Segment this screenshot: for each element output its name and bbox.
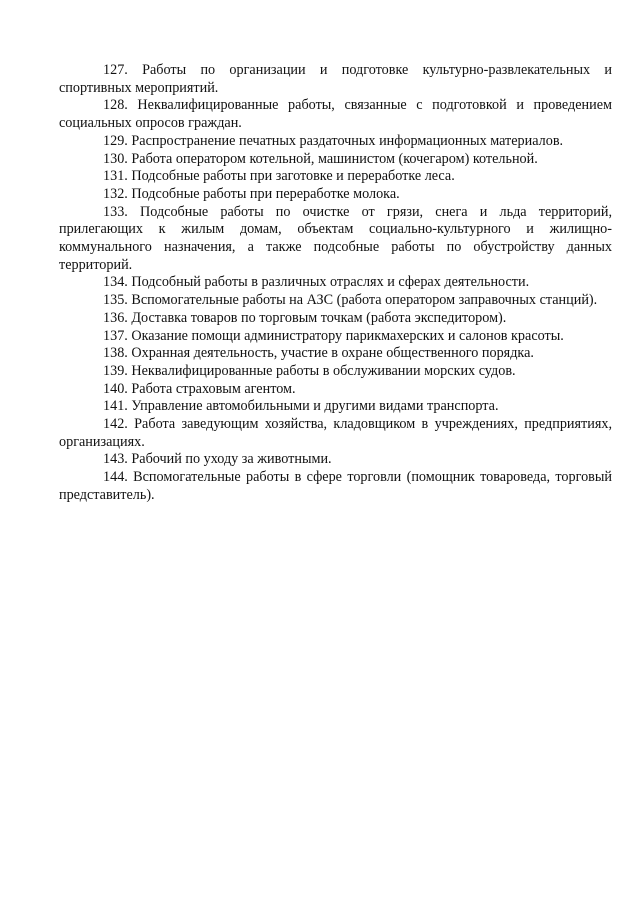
list-item-128: 128. Неквалифицированные работы, связанные с подготовкой и проведением социальных опросов граждан. bbox=[59, 97, 612, 132]
list-item-143: 143. Рабочий по уходу за животными. bbox=[103, 451, 332, 468]
list-item-134: 134. Подсобный работы в различных отраслях и сферах деятельности. bbox=[103, 274, 530, 291]
list-item-127: 127. Работы по организации и подготовке культурно-развлекательных и спортивных мероприятий. bbox=[59, 62, 612, 96]
list-item-135: 135. Вспомогательные работы на АЗС (работа оператором заправочных станций). bbox=[103, 292, 598, 309]
list-item-130: 130. Работа оператором котельной, машинистом (кочегаром) котельной. bbox=[103, 150, 538, 167]
list-item-131: 131. Подсобные работы при заготовке и переработке леса. bbox=[103, 168, 455, 185]
list-item-138: 138. Охранная деятельность, участие в охране общественного порядка. bbox=[103, 345, 534, 362]
list-item-142: 142. Работа заведующим хозяйства, кладовщиком в учреждениях, предприятиях, организациях. bbox=[59, 416, 612, 450]
list-item-136: 136. Доставка товаров по торговым точкам (работа экспедитором). bbox=[103, 309, 507, 326]
list-item-133: 133. Подсобные работы по очистке от грязи, снега и льда территорий, прилегающих к жилым домам, объектам социально-культурного и жилищно-коммунального назначения, а также подсобные работы по обустройству данных территорий. bbox=[59, 203, 612, 273]
list-item-129: 129. Распространение печатных раздаточных информационных материалов. bbox=[103, 132, 564, 149]
list-item-139: 139. Неквалифицированные работы в обслуживании морских судов. bbox=[103, 362, 516, 379]
list-item-132: 132. Подсобные работы при переработке молока. bbox=[103, 185, 400, 202]
list-item-140: 140. Работа страховым агентом. bbox=[103, 380, 296, 397]
list-item-141: 141. Управление автомобильными и другими видами транспорта. bbox=[103, 398, 499, 415]
list-item-144: 144. Вспомогательные работы в сфере торговли (помощник товароведа, торговый представитель). bbox=[59, 469, 612, 503]
document-page bbox=[59, 62, 612, 505]
list-item-137: 137. Оказание помощи администратору парикмахерских и салонов красоты. bbox=[103, 327, 564, 344]
